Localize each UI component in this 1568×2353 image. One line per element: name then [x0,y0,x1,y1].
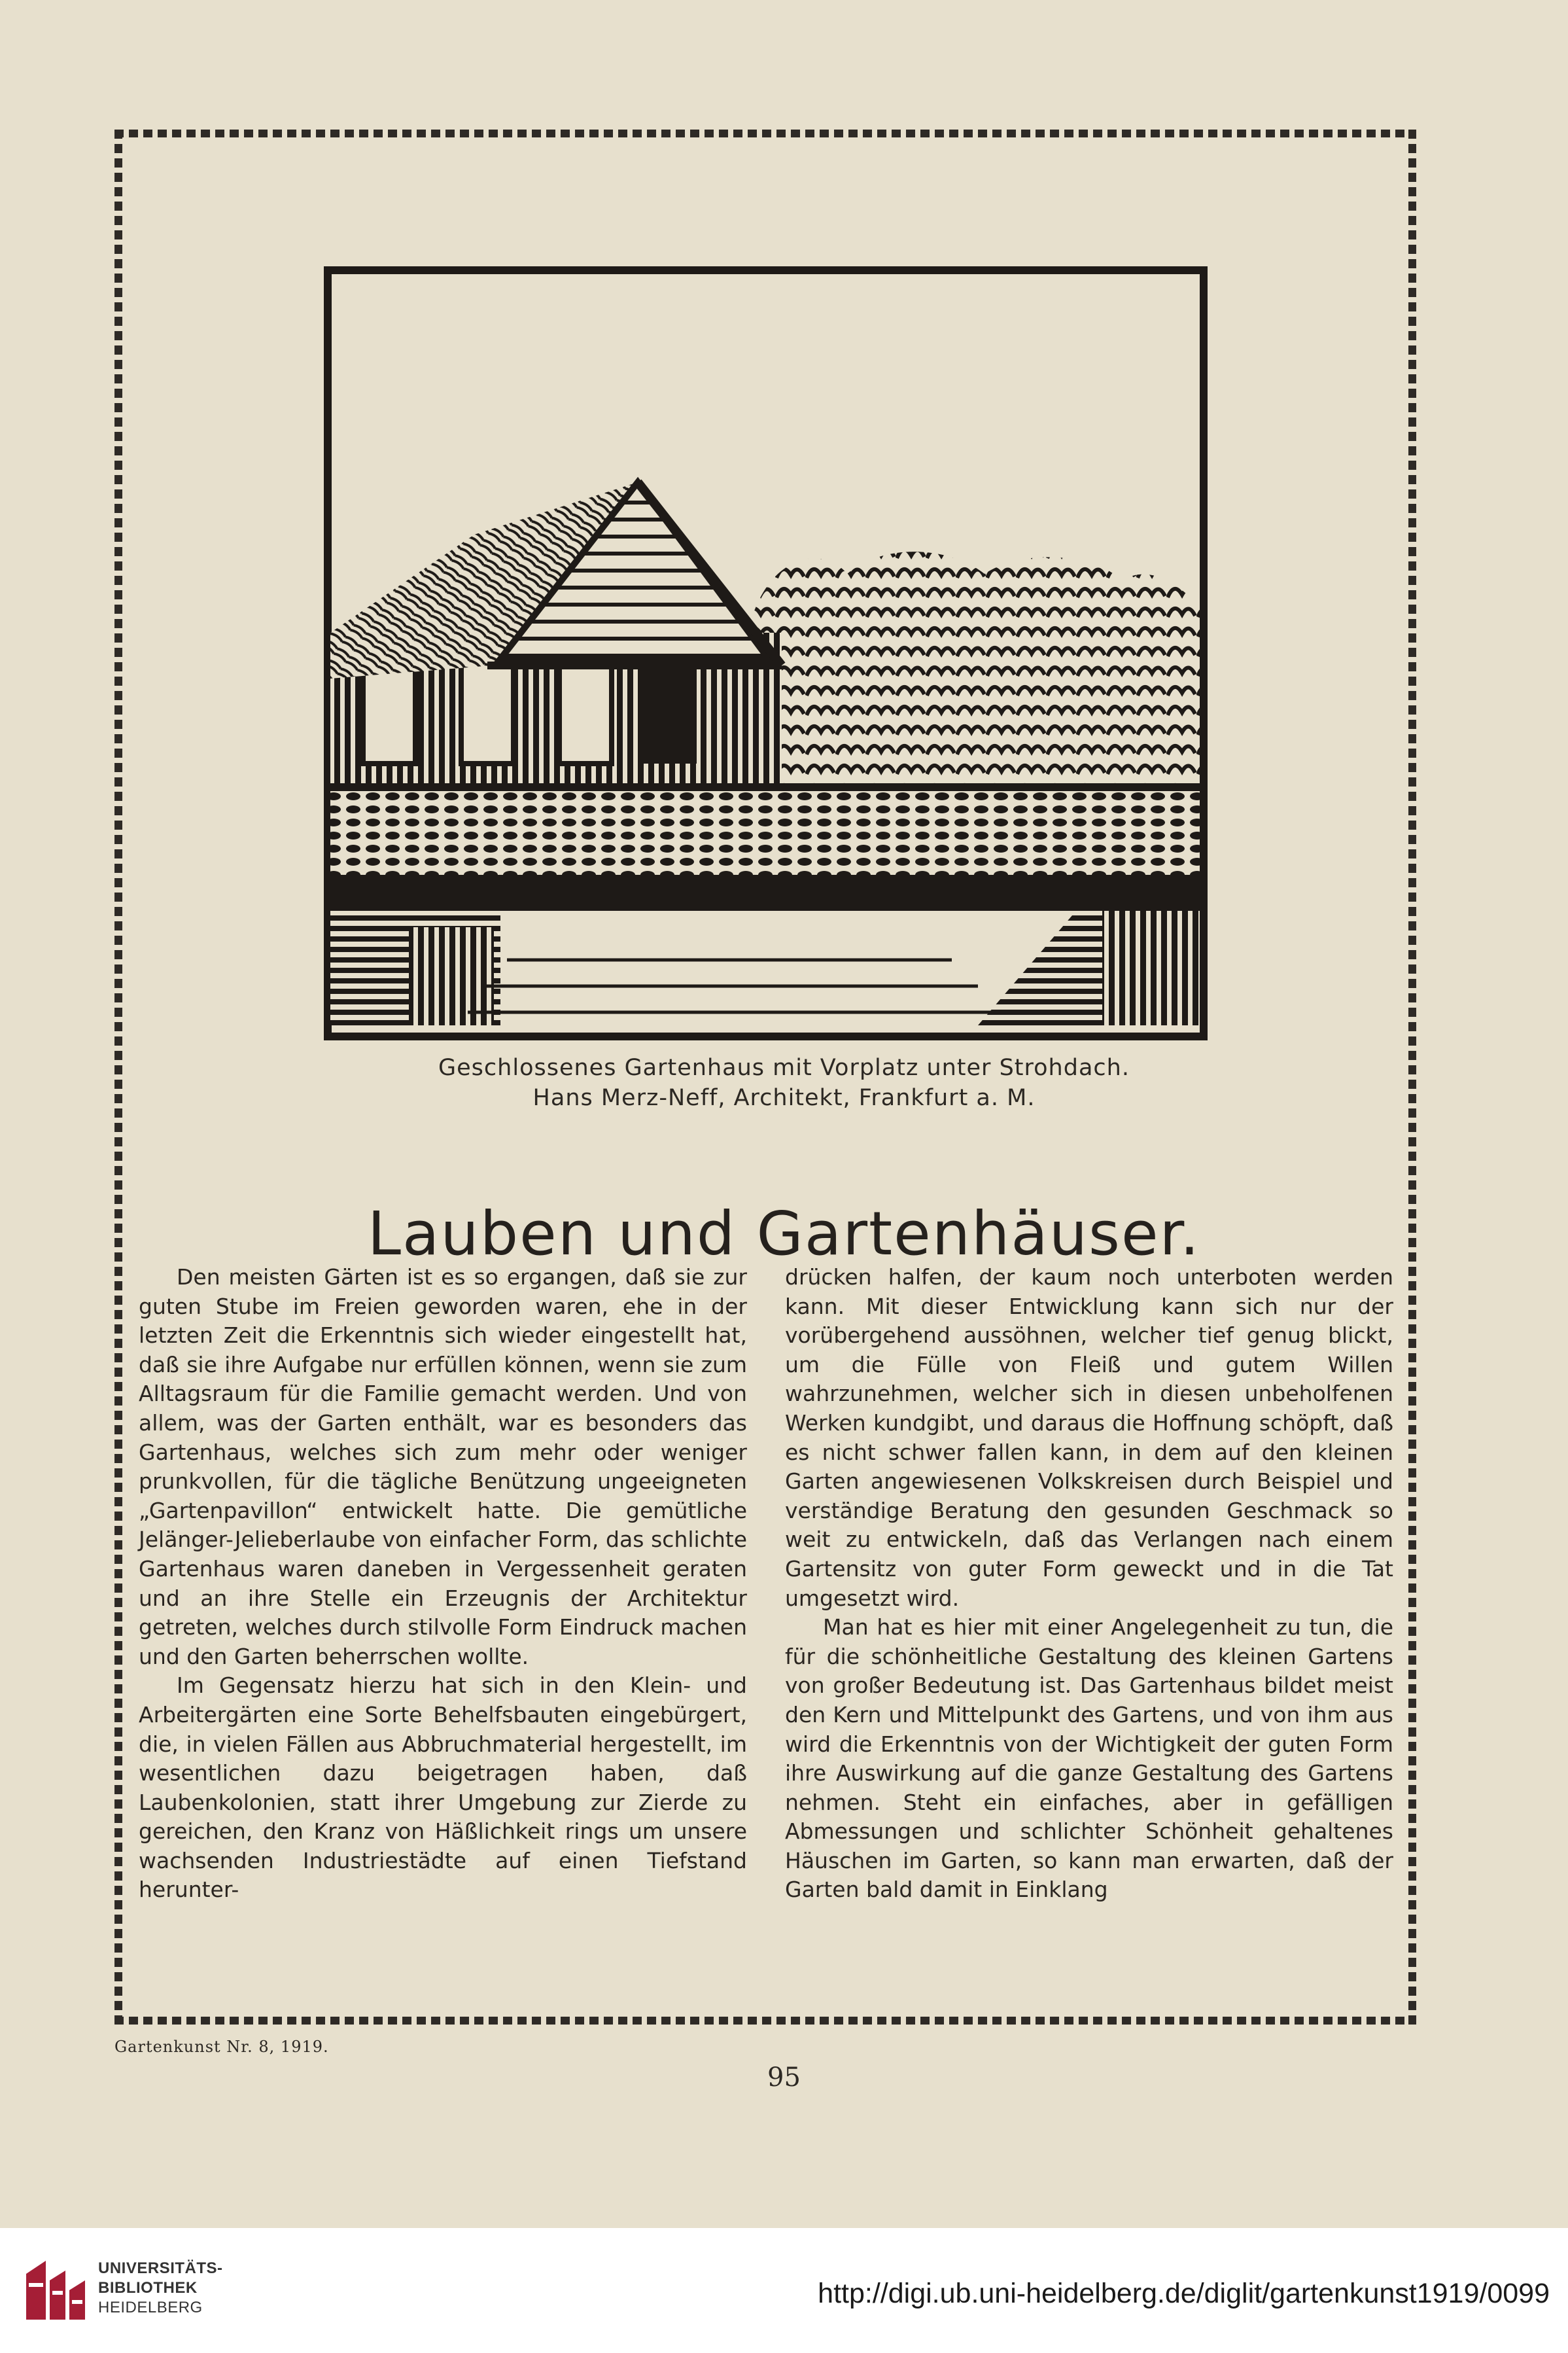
page-number: 95 [767,2062,801,2093]
library-name-line3: HEIDELBERG [98,2299,203,2316]
frame-bottom-border [114,2017,1416,2025]
article-title: Lauben und Gartenhäuser. [367,1198,1201,1269]
journal-source-line: Gartenkunst Nr. 8, 1919. [114,2038,329,2056]
illustration-caption-line1: Geschlossenes Gartenhaus mit Vorplatz unter Strohdach. [438,1055,1130,1081]
library-name-line2: BIBLIOTHEK [98,2279,198,2297]
garden-house-woodcut [324,266,1208,1040]
illustration-caption-line2: Hans Merz-Neff, Architekt, Frankfurt a. M. [532,1085,1036,1111]
paragraph: Den meisten Gärten ist es so ergangen, daß sie zur guten Stube im Freien geworden waren, ehe in der letzten Zeit die Erkenntnis sich wieder eingestellt hat, daß sie ihre Aufgabe nur erfüllen können, wenn sie zum Alltagsraum für die Familie gemacht werden. Und von allem, was der Garten enthält, war es besonders das Gartenhaus, welches sich zum mehr oder weniger prunkvollen, für die tägliche Benützung ungeeigneten „Gartenpavillon“ entwickelt hatte. Die gemütliche Jelänger-Jelieberlaube von einfacher Form, das schlichte Gartenhaus waren daneben in Vergessenheit geraten und an ihre Stelle ein Erzeugnis der Architektur getreten, welches durch stilvolle Form Eindruck machen und den Garten beherrschen wollte. [139,1264,747,1669]
university-library-logo-icon [20,2254,92,2326]
permalink-url[interactable]: http://digi.ub.uni-heidelberg.de/diglit/gartenkunst1919/0099 [818,2278,1550,2309]
library-footer-bar [0,2228,1568,2353]
frame-top-border [114,130,1416,137]
paragraph: Im Gegensatz hierzu hat sich in den Klein- und Arbeitergärten eine Sorte Behelfsbauten eingebürgert, die, in vielen Fällen aus Abbruchmaterial hergestellt, im wesentlichen dazu beigetragen haben, daß Laubenkolonien, statt ihrer Umgebung zur Zierde zu gereichen, den Kranz von Häßlichkeit rings um unsere wachsenden Industriestädte auf einen Tiefstand herunter- [139,1672,747,1903]
article-left-column [139,1263,747,1905]
paragraph: drücken halfen, der kaum noch unterboten werden kann. Mit dieser Entwicklung kann sich nur der vorübergehend aussöhnen, welcher tief genug blickt, um die Fülle von Fleiß und gutem Willen wahrzunehmen, welcher sich in diesen unbeholfenen Werken kundgibt, und daraus die Hoffnung schöpft, daß es nicht schwer fallen kann, in dem auf den kleinen Garten angewiesenen Volkskreisen durch Beispiel und verständige Beratung den gesunden Geschmack so weit zu entwickeln, daß das Verlangen nach einem Gartensitz von guter Form geweckt und in die Tat umgesetzt wird. [785,1264,1393,1611]
paragraph: Man hat es hier mit einer Angelegenheit zu tun, die für die schönheitliche Gestaltung des kleinen Gartens von großer Bedeutung ist. Das Gartenhaus bildet meist den Kern und Mittelpunkt des Gartens, und von ihm aus wird die Erkenntnis von der Wichtigkeit der guten Form ihre Auswirkung auf die ganze Gestaltung des Gartens nehmen. Steht ein einfaches, aber in gefälligen Abmessungen und schlichter Schönheit gehaltenes Häuschen im Garten, so kann man erwarten, daß der Garten bald damit in Einklang [785,1614,1393,1903]
article-right-column [785,1263,1393,1905]
library-name-line1: UNIVERSITÄTS- [98,2259,223,2277]
